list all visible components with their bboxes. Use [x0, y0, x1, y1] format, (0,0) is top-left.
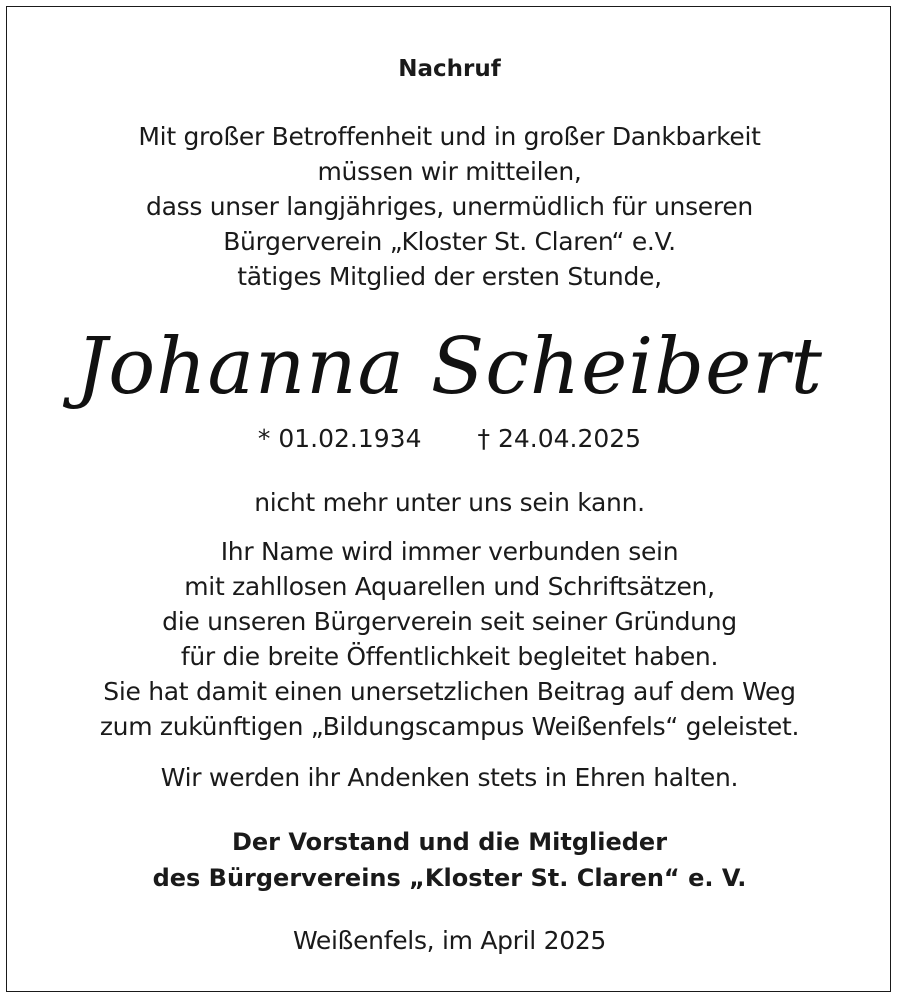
- tribute-line: mit zahllosen Aquarellen und Schriftsätzen,: [184, 572, 715, 601]
- place-date: Weißenfels, im April 2025: [292, 926, 607, 955]
- tribute-line: zum zukünftigen „Bildungscampus Weißenfels“ geleistet.: [99, 712, 800, 741]
- tribute-line: für die breite Öffentlichkeit begleitet haben.: [180, 642, 719, 671]
- life-dates: [0, 426, 899, 451]
- after-name-line: nicht mehr unter uns sein kann.: [254, 488, 645, 517]
- signature-line: Der Vorstand und die Mitglieder: [231, 828, 668, 856]
- intro-line: Mit großer Betroffenheit und in großer Dankbarkeit: [138, 122, 761, 151]
- intro-line: tätiges Mitglied der ersten Stunde,: [237, 262, 662, 291]
- tribute-line: die unseren Bürgerverein seit seiner Gründung: [162, 607, 737, 636]
- closing-line: Wir werden ihr Andenken stets in Ehren halten.: [160, 763, 739, 792]
- birth-date: * 01.02.1934: [257, 424, 422, 453]
- intro-line: dass unser langjähriges, unermüdlich für unseren: [146, 192, 753, 221]
- intro-line: müssen wir mitteilen,: [317, 157, 582, 186]
- heading-nachruf: Nachruf: [398, 56, 501, 82]
- intro-line: Bürgerverein „Kloster St. Claren“ e.V.: [223, 227, 676, 256]
- death-date: † 24.04.2025: [477, 424, 642, 453]
- tribute-line: Sie hat damit einen unersetzlichen Beitrag auf dem Weg: [103, 677, 796, 706]
- signature-line: des Bürgervereins „Kloster St. Claren“ e. V.: [152, 864, 747, 892]
- deceased-name: Johanna Scheibert: [76, 322, 823, 412]
- tribute-line: Ihr Name wird immer verbunden sein: [220, 537, 679, 566]
